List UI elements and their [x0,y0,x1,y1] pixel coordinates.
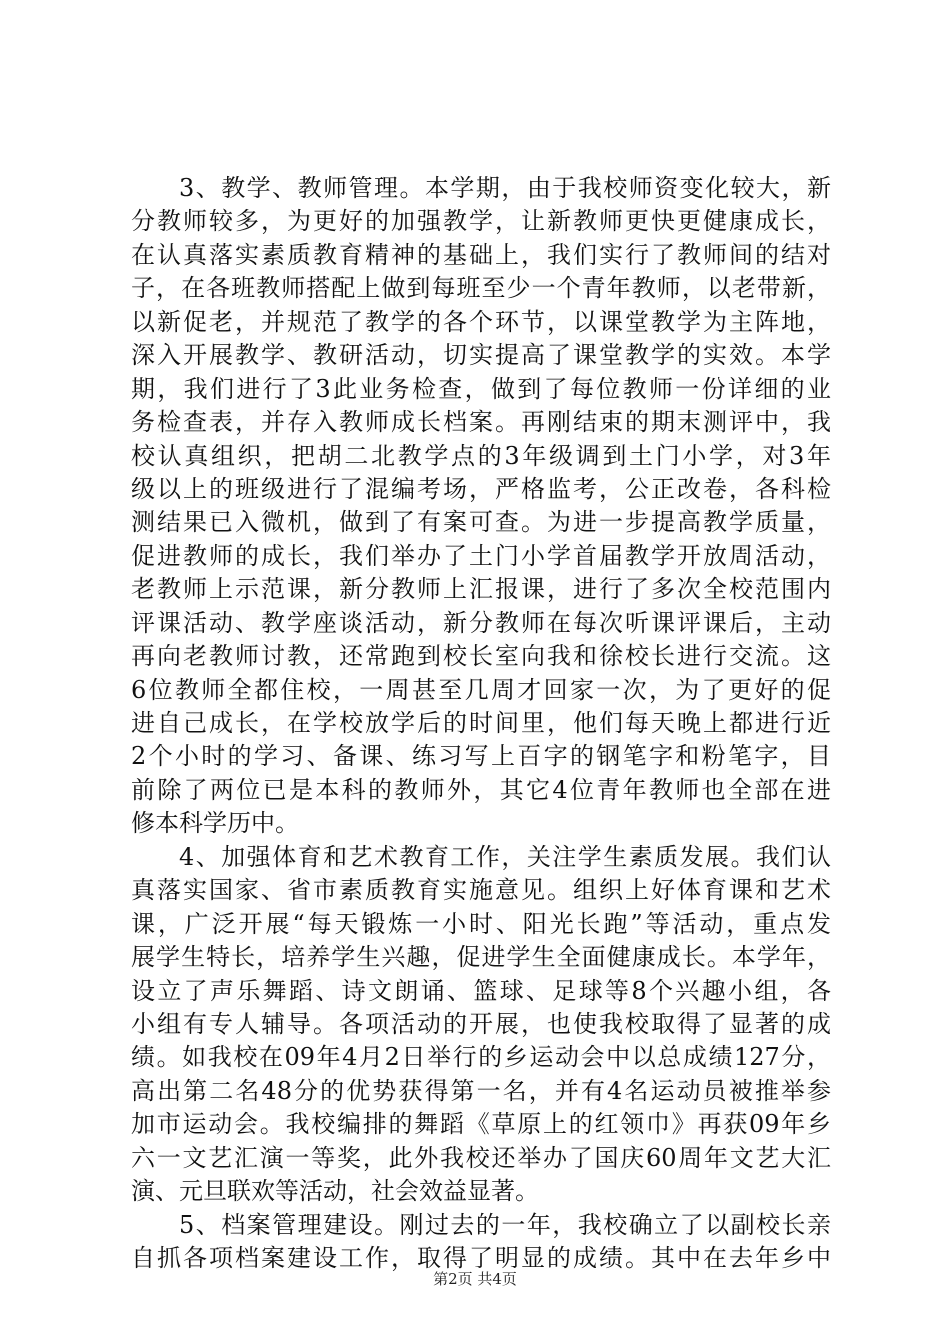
text-line: 进自己成长，在学校放学后的时间里，他们每天晚上都进行近 [131,709,831,737]
text-line: 设立了声乐舞蹈、诗文朗诵、篮球、足球等8个兴趣小组，各 [131,976,831,1005]
text-line: 自抓各项档案建设工作，取得了明显的成绩。其中在去年乡中 [131,1244,831,1272]
text-line: 以新促老，并规范了教学的各个环节，以课堂教学为主阵地， [131,307,831,336]
page-footer: 第2页 共4页 [433,1270,517,1288]
text-line: 演、元旦联欢等活动，社会效益显著。 [131,1177,539,1206]
text-line: 促进教师的成长，我们举办了土门小学首届教学开放周活动， [131,541,831,570]
text-line: 子，在各班教师搭配上做到每班至少一个青年教师，以老带新， [131,274,831,303]
text-line: 分教师较多，为更好的加强教学，让新教师更快更健康成长， [131,207,831,236]
text-line: 在认真落实素质教育精神的基础上，我们实行了教师间的结对 [131,240,831,269]
text-line: 校认真组织，把胡二北教学点的3年级调到土门小学，对3年 [131,441,831,470]
text-line: 展学生特长，培养学生兴趣，促进学生全面健康成长。本学年， [131,943,831,972]
text-line: 5、档案管理建设。刚过去的一年，我校确立了以副校长亲 [179,1210,831,1239]
text-line: 测结果已入微机，做到了有案可查。为进一步提高教学质量， [131,508,831,537]
text-line: 期，我们进行了3此业务检查，做到了每位教师一份详细的业 [131,374,831,403]
text-line: 六一文艺汇演一等奖，此外我校还举办了国庆60周年文艺大汇 [131,1143,831,1172]
text-line: 3、教学、教师管理。本学期，由于我校师资变化较大，新 [179,174,831,202]
text-line: 6位教师全都住校，一周甚至几周才回家一次，为了更好的促 [131,675,831,704]
text-line: 加市运动会。我校编排的舞蹈《草原上的红领巾》再获09年乡 [131,1110,831,1139]
text-line: 课，广泛开展“每天锻炼一小时、阳光长跑”等活动，重点发 [131,909,831,938]
text-line: 深入开展教学、教研活动，切实提高了课堂教学的实效。本学 [131,341,831,370]
text-line: 4、加强体育和艺术教育工作，关注学生素质发展。我们认 [179,842,831,871]
text-line: 务检查表，并存入教师成长档案。再刚结束的期末测评中，我 [131,408,831,437]
text-line: 高出第二名48分的优势获得第一名，并有4名运动员被推举参 [131,1076,831,1105]
text-line: 前除了两位已是本科的教师外，其它4位青年教师也全部在进 [131,775,831,804]
text-line: 小组有专人辅导。各项活动的开展，也使我校取得了显著的成 [131,1009,831,1038]
text-line: 老教师上示范课，新分教师上汇报课，进行了多次全校范围内 [131,575,831,604]
text-line: 评课活动、教学座谈活动，新分教师在每次听课评课后，主动 [131,608,831,637]
text-line: 修本科学历中。 [131,809,299,838]
text-line: 再向老教师讨教，还常跑到校长室向我和徐校长进行交流。这 [131,642,831,671]
text-line: 真落实国家、省市素质教育实施意见。组织上好体育课和艺术 [131,876,831,905]
body-text [131,172,831,1275]
text-line: 2个小时的学习、备课、练习写上百字的钢笔字和粉笔字，目 [131,742,831,771]
text-line: 绩。如我校在09年4月2日举行的乡运动会中以总成绩127分， [131,1043,831,1072]
text-line: 级以上的班级进行了混编考场，严格监考，公正改卷，各科检 [131,474,831,503]
